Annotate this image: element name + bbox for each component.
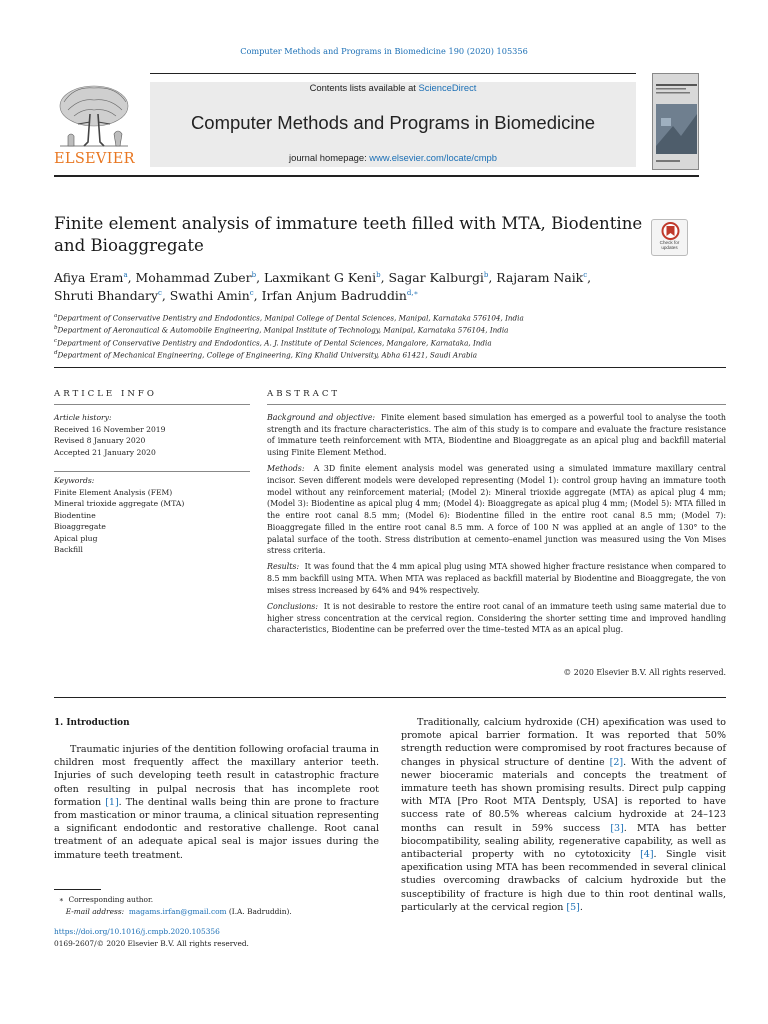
affiliation-marker[interactable]: c <box>157 288 162 297</box>
affiliation-marker[interactable]: b <box>483 270 489 279</box>
abstract-copyright: © 2020 Elsevier B.V. All rights reserved. <box>563 668 726 677</box>
author-name: Irfan Anjum Badruddin <box>261 288 407 303</box>
abstract-methods <box>267 463 726 557</box>
citation-link[interactable]: [2] <box>609 756 624 768</box>
citation-link[interactable]: [4] <box>640 849 654 861</box>
citation-link[interactable]: [3] <box>610 822 624 834</box>
corresponding-author-note <box>54 894 379 906</box>
history-label: Article history: <box>54 413 112 422</box>
keyword-item: Mineral trioxide aggregate (MTA) <box>54 499 185 508</box>
affiliation-list <box>54 311 674 361</box>
journal-title: Computer Methods and Programs in Biomedicine <box>190 112 596 133</box>
affiliation-marker[interactable]: b <box>251 270 257 279</box>
affiliation-mark: a <box>54 313 58 319</box>
abstract-section-label: Conclusions: <box>267 602 319 612</box>
author-name: Rajaram Naik <box>496 270 584 285</box>
keywords-label: Keywords: <box>54 476 95 485</box>
abstract-section-label: Results: <box>267 562 300 572</box>
corresponding-mark: ∗ <box>58 895 64 904</box>
email-label: E-mail address: <box>65 907 125 916</box>
affiliation-marker[interactable]: d,∗ <box>406 288 419 297</box>
email-note <box>54 906 379 918</box>
received-date: Received 16 November 2019 <box>54 424 166 434</box>
abstract-section-label: Methods: <box>267 464 305 474</box>
journal-reference-link[interactable]: Computer Methods and Programs in Biomedicine 190 (2020) 105356 <box>240 46 528 56</box>
check-for-updates-button[interactable] <box>651 219 688 256</box>
article-info-heading: ARTICLE INFO <box>54 389 157 399</box>
abstract-conclusions <box>267 601 726 636</box>
paper-title: Finite element analysis of immature teeth filled with MTA, Biodentine and Bioaggregate <box>54 214 643 255</box>
elsevier-wordmark: ELSEVIER <box>54 151 135 167</box>
affiliation-marker[interactable]: b <box>376 270 381 279</box>
masthead-bottom-rule <box>54 175 699 177</box>
abstract-background <box>267 412 726 459</box>
abstract-divider <box>54 697 726 698</box>
journal-cover-thumbnail[interactable] <box>652 73 699 170</box>
author-name: Afiya Eram <box>54 270 124 285</box>
keywords-block <box>54 475 250 556</box>
abstract-section-text: It was found that the 4 mm apical plug using MTA showed higher fracture resistance when compared to 8.5 mm backfill using MTA. When MTA was replaced as backfill material by Biodentine and Bioaggregate, the von mises stress increased by 64% and 94% respectively. <box>267 562 726 595</box>
footnote-rule <box>54 889 101 890</box>
homepage-line <box>150 152 636 163</box>
article-info-rule <box>54 404 250 405</box>
keyword-item: Finite Element Analysis (FEM) <box>54 487 173 497</box>
masthead-top-rule <box>150 73 636 74</box>
keyword-item: Apical plug <box>54 533 98 543</box>
header-divider <box>54 367 726 368</box>
abstract-heading: ABSTRACT <box>267 389 341 399</box>
affiliation-mark: c <box>54 337 58 344</box>
crossmark-label: Check for updates <box>659 240 680 250</box>
affiliation-item <box>54 336 674 348</box>
affiliation-text: Department of Aeronautical & Automobile Engineering, Manipal Institute of Technology, Manipal, Karnataka 576104, India <box>57 325 509 335</box>
affiliation-marker[interactable]: c <box>583 270 588 279</box>
corresponding-label: Corresponding author. <box>68 895 154 904</box>
introduction-paragraph-2: Traditionally, calcium hydroxide (CH) apexification was used to promote apical barrier formation. It was reported that 50% strength reduction were compromised by root fractures because of changes in physical structure of dentine [2]. With the advent of newer bioceramic materials and concepts the treatment of immature teeth has shown promising results. Direct pulp capping with MTA [Pro Root MTA Dentsply, USA] is reported to have success rate of 80.5% whereas calcium hydroxide at 24–123 months can result in 59% success [3]. MTA has better biocompatibility, sealing ability, regenerative capability, as well as antibacterial property with no cytotoxicity [4]. Single visit apexification using MTA has been recommended in several clinical studies overcoming drawbacks of calcium hydroxide but the susceptibility of fracture is high due to thin root dentinal walls, particularly at the cervical region [5]. <box>401 717 726 913</box>
author-name: Sagar Kalburgi <box>388 270 484 285</box>
doi-link[interactable]: https://doi.org/10.1016/j.cmpb.2020.105356 <box>54 927 220 936</box>
affiliation-item <box>54 323 674 335</box>
homepage-link[interactable]: www.elsevier.com/locate/cmpb <box>369 152 497 163</box>
author-name: Swathi Amin <box>169 288 250 303</box>
introduction-heading: 1. Introduction <box>54 718 130 728</box>
footnotes <box>54 894 379 918</box>
affiliation-text: Department of Conservative Dentistry and Endodontics, Manipal College of Dental Sciences, Manipal, Karnataka 576104, India <box>57 313 524 323</box>
author-name: Mohammad Zuber <box>135 270 252 285</box>
abstract-rule <box>267 404 726 405</box>
cover-art-icon <box>653 74 699 170</box>
revised-date: Revised 8 January 2020 <box>54 436 146 445</box>
author-name: Laxmikant G Keni <box>263 270 377 285</box>
abstract-section-text: Finite element based simulation has emerged as a powerful tool to analyse the tooth strength and its fracture characteristics. The aim of this study is to compare and evaluate the fracture resistance of immature teeth reinforcement with MTA, Biodentine and Bioaggregate as an apical plug and backfill material using Finite Element Method. <box>267 413 726 458</box>
sciencedirect-link[interactable]: ScienceDirect <box>418 82 477 93</box>
affiliation-text: Department of Conservative Dentistry and Endodontics, A. J. Institute of Dental Sciences, Mangalore, Karnataka, India <box>57 338 492 348</box>
email-suffix: (I.A. Badruddin). <box>228 907 292 916</box>
keyword-item: Bioaggregate <box>54 522 106 531</box>
abstract-section-label: Background and objective: <box>267 413 376 422</box>
email-link[interactable]: magams.irfan@gmail.com <box>128 907 227 916</box>
citation-link[interactable]: [1] <box>105 796 119 808</box>
introduction-paragraph-1: Traumatic injuries of the dentition following orofacial trauma in children most frequently affect the maxillary anterior teeth. Injuries of such developing teeth result in catastrophic fracture often resulting in pulpal necrosis that has incomplete root formation [1]. The dentinal walls being thin are prone to fracture from mastication or minor trauma, a clinical situation representing a significant endodontic and restorative challenge. Root canal treatment of an adequate apical seal is major issues during the immature teeth treatment. <box>54 744 379 861</box>
affiliation-marker[interactable]: a <box>123 270 128 279</box>
keyword-item: Backfill <box>54 545 83 554</box>
affiliation-mark: d <box>54 350 58 357</box>
affiliation-text: Department of Mechanical Engineering, College of Engineering, King Khalid University, Abha 61421, Saudi Arabia <box>57 350 478 360</box>
affiliation-item <box>54 348 674 360</box>
citation-link[interactable]: [5] <box>566 901 580 913</box>
affiliation-item <box>54 311 674 323</box>
abstract-body <box>267 412 726 641</box>
abstract-section-text: A 3D finite element analysis model was generated using a simulated immature maxillary central incisor. Seven different models were developed representing (Model 1): control group having an immature tooth model without any reinforcement material; (Model 2): Mineral trioxide aggregate (MTA) as apical plug 4 mm; (Model 3): Biodentine as apical plug 4 mm; (Model 4): Bioaggregate as apical plug 4 mm; (Model 5): MTA filled in the entire root canal 8.5 mm; (Model 6): Biodentine filled in the entire root canal 8.5 mm; (Model 7): Bioaggregate filled in the entire root canal 8.5 mm. A force of 100 N was applied at an angle of 130° to the palatal surface of the tooth. Stress distribution at cemento–enamel junction was measured using the Von Mises stress criteria. <box>267 464 726 556</box>
abstract-results <box>267 561 726 596</box>
affiliation-marker[interactable]: c <box>249 288 254 297</box>
issn-copyright: 0169-2607/© 2020 Elsevier B.V. All rights reserved. <box>54 939 249 948</box>
doi-block <box>54 926 379 950</box>
homepage-prefix: journal homepage: <box>289 152 370 163</box>
article-history <box>54 412 250 458</box>
contents-prefix: Contents lists available at <box>309 82 419 93</box>
contents-line <box>150 82 636 93</box>
keyword-item: Biodentine <box>54 510 96 520</box>
affiliation-mark: b <box>54 325 58 332</box>
keywords-rule <box>54 471 250 472</box>
author-name: Shruti Bhandary <box>54 288 158 303</box>
author-list: Afiya Eram$^a$, Mohammad Zuber$^b$, Laxmikant G Keni$^b$, Sagar Kalburgi$^b$, Rajaram Naik$^c$, Shruti Bhandary$^c$, Swathi Amin$^c$, Irfan Anjum Badruddin$^{d,∗}$ <box>54 270 592 303</box>
abstract-section-text: It is not desirable to restore the entire root canal of an immature teeth using same material due to higher stress concentration at the cervical region. Considering the shorter setting time and improved handling characteristics, Biodentine can be preferred over the time–tested MTA as an apical plug. <box>267 602 726 635</box>
crossmark-icon <box>652 220 689 242</box>
accepted-date: Accepted 21 January 2020 <box>54 447 156 457</box>
